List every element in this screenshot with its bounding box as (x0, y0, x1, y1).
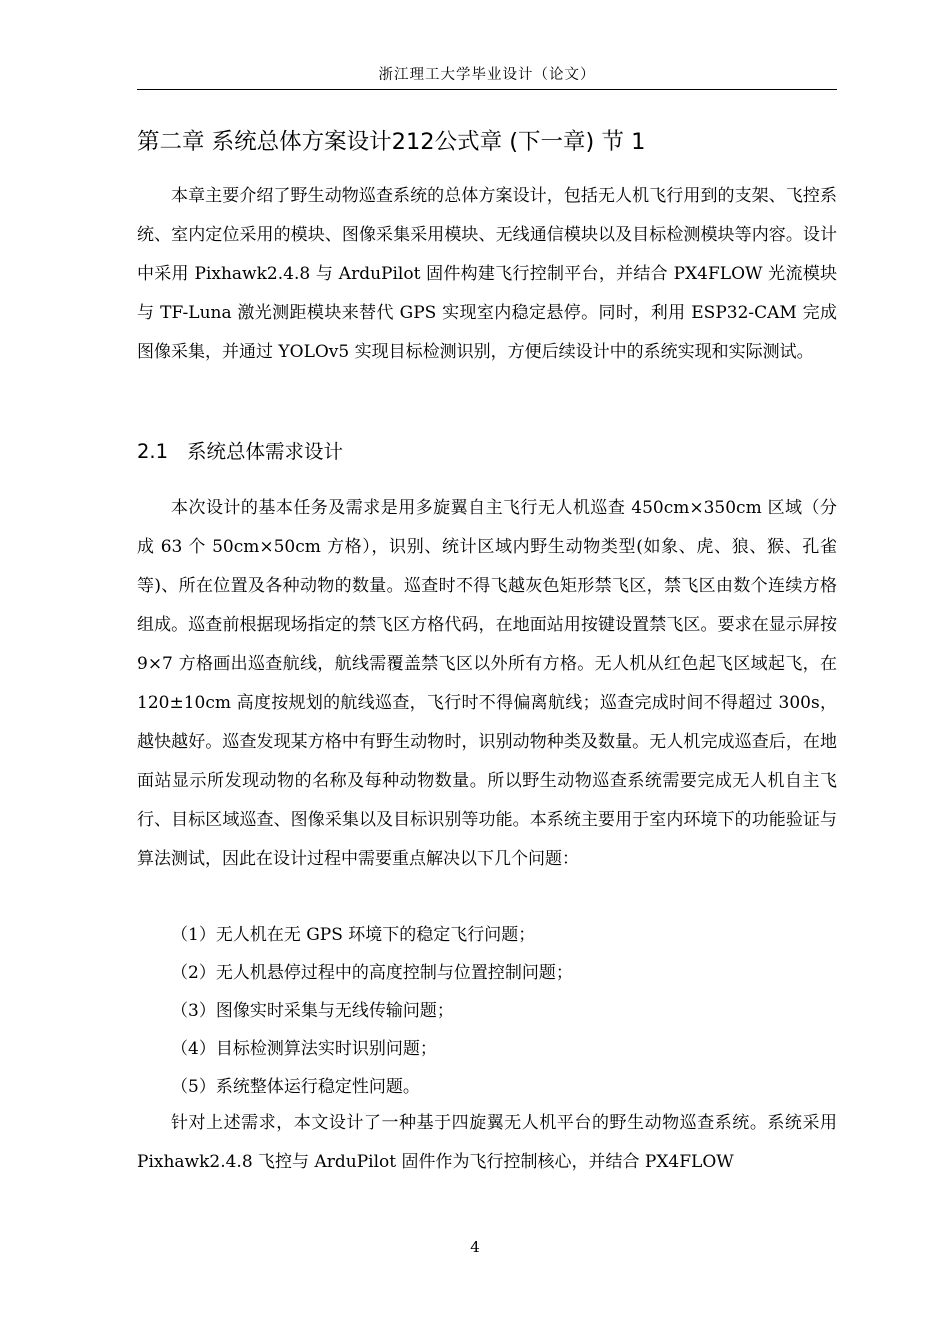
page-header: 浙江理工大学毕业设计（论文） (137, 64, 837, 90)
section-heading (137, 438, 343, 466)
list-item: （5）系统整体运行稳定性问题。 (171, 1077, 420, 1097)
section-title: 系统总体需求设计 (187, 440, 344, 463)
closing-paragraph: 针对上述需求，本文设计了一种基于四旋翼无人机平台的野生动物巡查系统。系统采用 Pixhawk2.4.8 飞控与 ArduPilot 固件作为飞行控制核心，并结合 PX4FLOW (137, 1113, 837, 1172)
list-item: （3）图像实时采集与无线传输问题； (171, 1001, 454, 1021)
list-item: （2）无人机悬停过程中的高度控制与位置控制问题； (171, 963, 573, 983)
list-item: （1）无人机在无 GPS 环境下的稳定飞行问题； (171, 925, 536, 945)
requirements-paragraph: 本次设计的基本任务及需求是用多旋翼自主飞行无人机巡查 450cm×350cm 区域（分成 63 个 50cm×50cm 方格），识别、统计区域内野生动物类型(如象、虎、狼、猴、孔雀等)、所在位置及各种动物的数量。巡查时不得飞越灰色矩形禁飞区，禁飞区由数个连续方格组成。巡查前根据现场指定的禁飞区方格代码，在地面站用按键设置禁飞区。要求在显示屏按 9×7 方格画出巡查航线，航线需覆盖禁飞区以外所有方格。无人机从红色起飞区域起飞，在 120±10cm 高度按规划的航线巡查，飞行时不得偏离航线；巡查完成时间不得超过 300s，越快越好。巡查发现某方格中有野生动物时，识别动物种类及数量。无人机完成巡查后，在地面站显示所发现动物的名称及每种动物数量。所以野生动物巡查系统需要完成无人机自主飞行、目标区域巡查、图像采集以及目标识别等功能。本系统主要用于室内环境下的功能验证与算法测试，因此在设计过程中需要重点解决以下几个问题： (137, 498, 837, 869)
intro-paragraph: 本章主要介绍了野生动物巡查系统的总体方案设计，包括无人机飞行用到的支架、飞控系统、室内定位采用的模块、图像采集采用模块、无线通信模块以及目标检测模块等内容。设计中采用 Pixhawk2.4.8 与 ArduPilot 固件构建飞行控制平台，并结合 PX4FLOW 光流模块与 TF-Luna 激光测距模块来替代 GPS 实现室内稳定悬停。同时，利用 ESP32-CAM 完成图像采集，并通过 YOLOv5 实现目标检测识别，方便后续设计中的系统实现和实际测试。 (137, 186, 837, 362)
page-number: 4 (470, 1238, 480, 1256)
chapter-title: 第二章 系统总体方案设计212公式章 (下一章) 节 1 (137, 129, 646, 155)
problem-list (137, 916, 837, 1106)
list-item: （4）目标检测算法实时识别问题； (171, 1039, 437, 1059)
section-number: 2.1 (137, 440, 169, 463)
